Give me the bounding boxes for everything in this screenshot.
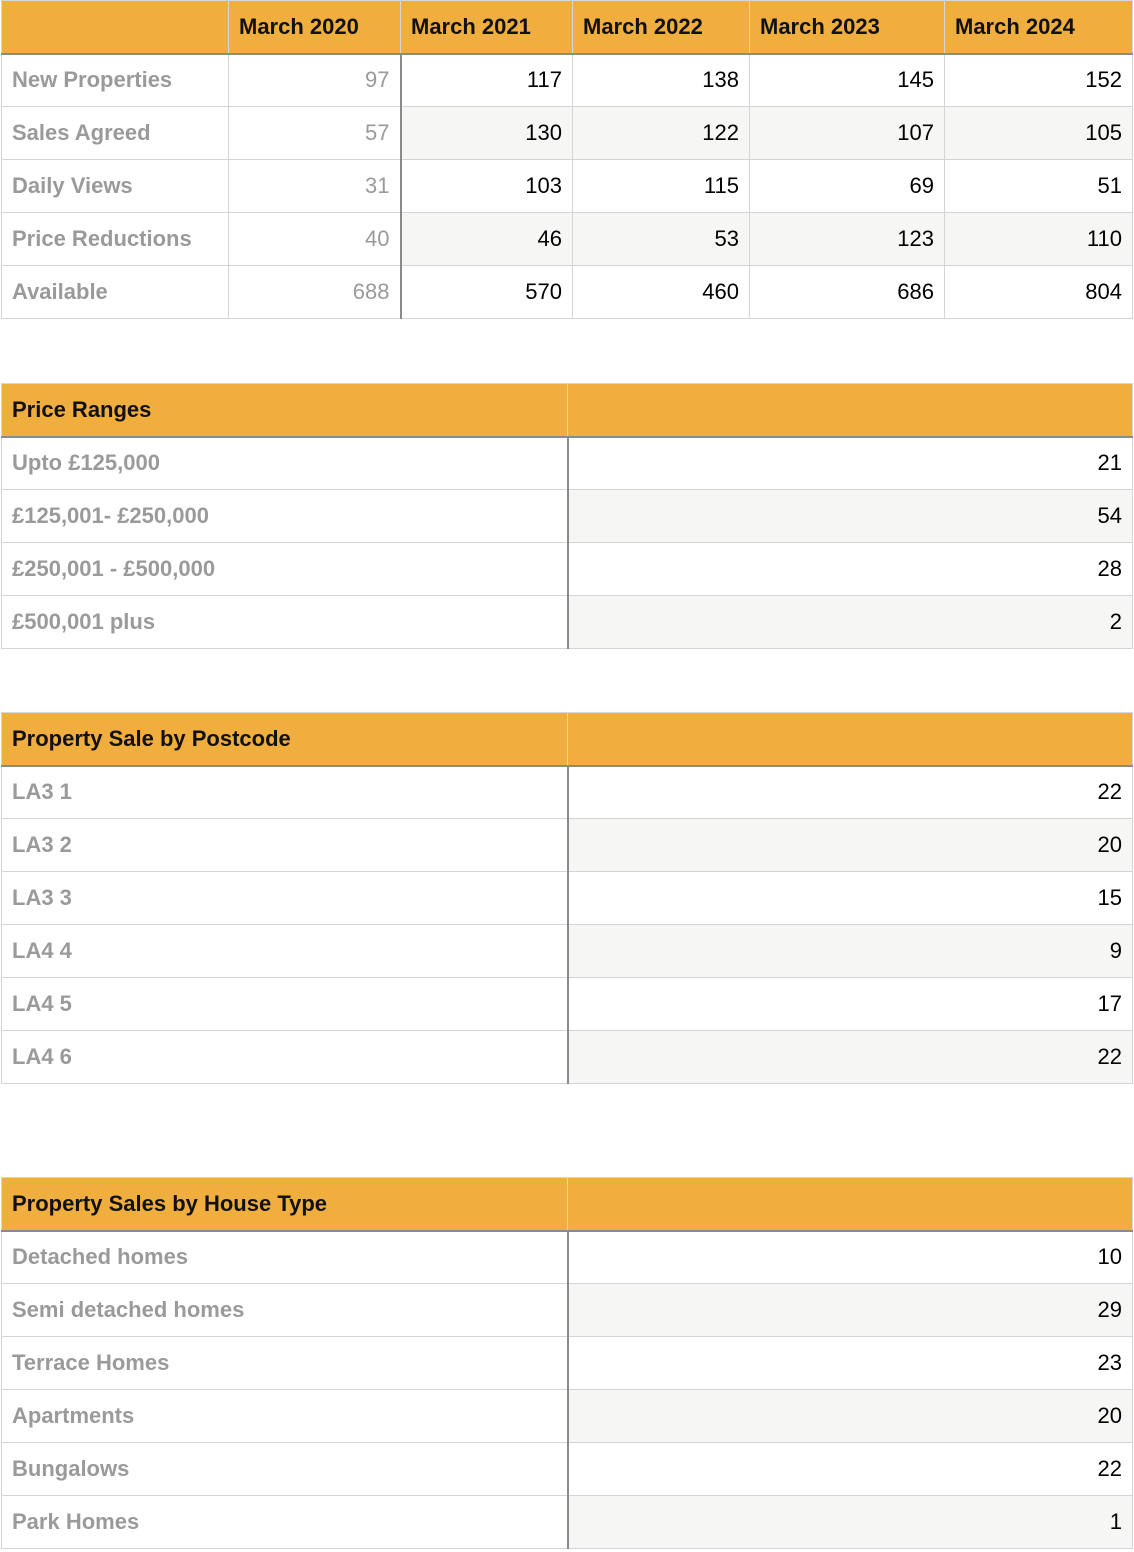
- table-cell: 46: [401, 213, 573, 266]
- table-cell: 145: [750, 54, 945, 107]
- table-row: [2, 596, 1133, 649]
- table-cell: 117: [401, 54, 573, 107]
- row-label: LA4 5: [2, 978, 568, 1031]
- table-cell: 28: [568, 543, 1133, 596]
- house-type-title: Property Sales by House Type: [2, 1178, 568, 1231]
- table-row: [2, 1337, 1133, 1390]
- postcode-title: Property Sale by Postcode: [2, 713, 568, 766]
- table-cell: 103: [401, 160, 573, 213]
- house-type-table: [1, 1177, 1133, 1549]
- row-label: Park Homes: [2, 1496, 568, 1549]
- summary-header-cell: March 2022: [573, 1, 750, 54]
- summary-header-cell: [2, 1, 229, 54]
- summary-table: [1, 0, 1133, 319]
- table-cell: 97: [229, 54, 401, 107]
- postcode-header-row: [2, 713, 1133, 766]
- table-row: [2, 925, 1133, 978]
- row-label: LA3 1: [2, 766, 568, 819]
- table-cell: 460: [573, 266, 750, 319]
- table-cell: 9: [568, 925, 1133, 978]
- table-row: [2, 437, 1133, 490]
- table-cell: 51: [945, 160, 1133, 213]
- header-cell-empty: [568, 713, 1133, 766]
- table-cell: 10: [568, 1231, 1133, 1284]
- table-row: [2, 490, 1133, 543]
- row-label: Semi detached homes: [2, 1284, 568, 1337]
- table-cell: 20: [568, 1390, 1133, 1443]
- row-label: Price Reductions: [2, 213, 229, 266]
- house-type-header-row: [2, 1178, 1133, 1231]
- table-row: [2, 819, 1133, 872]
- table-cell: 54: [568, 490, 1133, 543]
- table-row: [2, 107, 1133, 160]
- table-cell: 57: [229, 107, 401, 160]
- table-cell: 152: [945, 54, 1133, 107]
- table-cell: 123: [750, 213, 945, 266]
- table-cell: 29: [568, 1284, 1133, 1337]
- summary-header-row: [2, 1, 1133, 54]
- table-cell: 2: [568, 596, 1133, 649]
- table-row: [2, 213, 1133, 266]
- postcode-table: [1, 712, 1133, 1084]
- table-row: [2, 766, 1133, 819]
- row-label: Bungalows: [2, 1443, 568, 1496]
- table-cell: 570: [401, 266, 573, 319]
- table-cell: 105: [945, 107, 1133, 160]
- table-row: [2, 1284, 1133, 1337]
- summary-header-cell: March 2020: [229, 1, 401, 54]
- table-cell: 115: [573, 160, 750, 213]
- price-ranges-header-row: [2, 384, 1133, 437]
- table-row: [2, 266, 1133, 319]
- row-label: Daily Views: [2, 160, 229, 213]
- table-row: [2, 160, 1133, 213]
- table-cell: 53: [573, 213, 750, 266]
- table-cell: 686: [750, 266, 945, 319]
- table-row: [2, 1390, 1133, 1443]
- row-label: LA4 4: [2, 925, 568, 978]
- table-row: [2, 1496, 1133, 1549]
- table-row: [2, 543, 1133, 596]
- table-cell: 107: [750, 107, 945, 160]
- table-row: [2, 54, 1133, 107]
- table-cell: 23: [568, 1337, 1133, 1390]
- header-cell-empty: [568, 384, 1133, 437]
- row-label: New Properties: [2, 54, 229, 107]
- table-cell: 688: [229, 266, 401, 319]
- table-row: [2, 1231, 1133, 1284]
- table-cell: 138: [573, 54, 750, 107]
- row-label: LA4 6: [2, 1031, 568, 1084]
- summary-header-cell: March 2024: [945, 1, 1133, 54]
- header-cell-empty: [568, 1178, 1133, 1231]
- row-label: Terrace Homes: [2, 1337, 568, 1390]
- table-cell: 15: [568, 872, 1133, 925]
- summary-header-cell: March 2021: [401, 1, 573, 54]
- row-label: £250,001 - £500,000: [2, 543, 568, 596]
- table-cell: 110: [945, 213, 1133, 266]
- row-label: Available: [2, 266, 229, 319]
- summary-header-cell: March 2023: [750, 1, 945, 54]
- price-ranges-title: Price Ranges: [2, 384, 568, 437]
- table-cell: 17: [568, 978, 1133, 1031]
- table-cell: 69: [750, 160, 945, 213]
- row-label: Upto £125,000: [2, 437, 568, 490]
- row-label: £125,001- £250,000: [2, 490, 568, 543]
- table-cell: 31: [229, 160, 401, 213]
- table-cell: 22: [568, 1443, 1133, 1496]
- row-label: £500,001 plus: [2, 596, 568, 649]
- table-cell: 22: [568, 1031, 1133, 1084]
- table-cell: 122: [573, 107, 750, 160]
- table-cell: 20: [568, 819, 1133, 872]
- row-label: Sales Agreed: [2, 107, 229, 160]
- table-row: [2, 1443, 1133, 1496]
- row-label: Detached homes: [2, 1231, 568, 1284]
- price-ranges-table: [1, 383, 1133, 649]
- row-label: LA3 2: [2, 819, 568, 872]
- table-row: [2, 978, 1133, 1031]
- row-label: Apartments: [2, 1390, 568, 1443]
- table-cell: 1: [568, 1496, 1133, 1549]
- table-cell: 22: [568, 766, 1133, 819]
- table-cell: 21: [568, 437, 1133, 490]
- table-cell: 804: [945, 266, 1133, 319]
- row-label: LA3 3: [2, 872, 568, 925]
- table-row: [2, 1031, 1133, 1084]
- table-cell: 130: [401, 107, 573, 160]
- table-cell: 40: [229, 213, 401, 266]
- table-row: [2, 872, 1133, 925]
